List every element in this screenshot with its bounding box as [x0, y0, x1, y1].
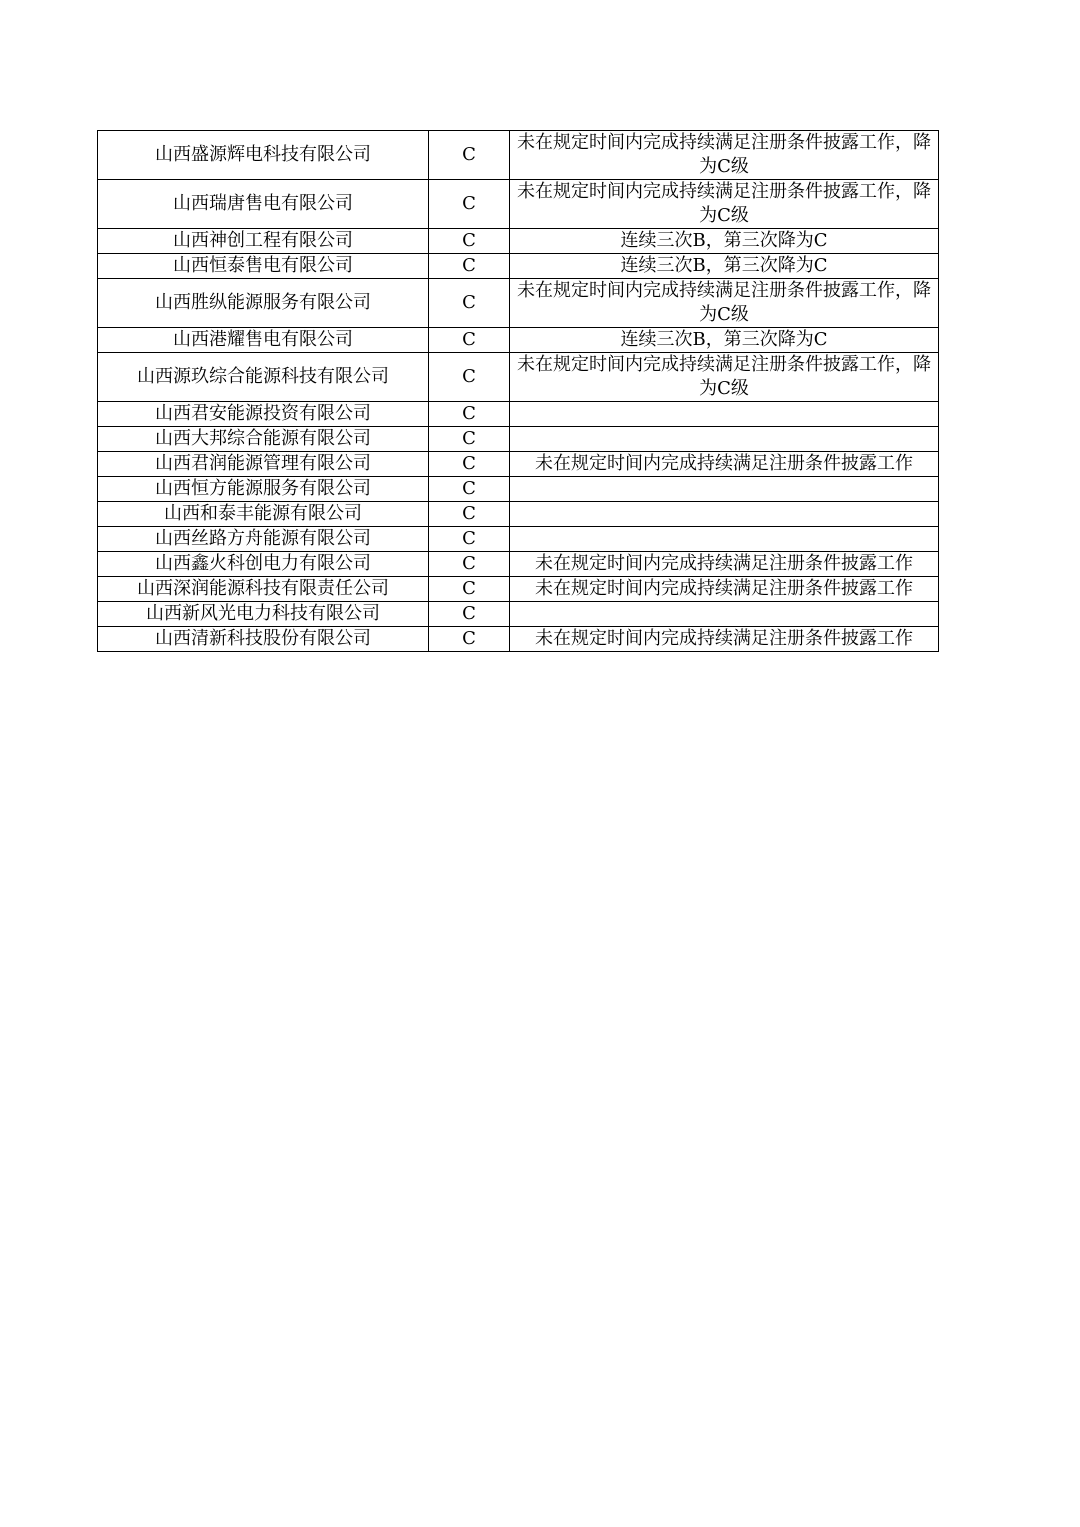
table-row [98, 279, 939, 328]
credit-grade: C [429, 229, 510, 254]
company-name: 山西神创工程有限公司 [98, 229, 429, 254]
downgrade-reason [510, 427, 939, 452]
credit-grade: C [429, 452, 510, 477]
table-row [98, 402, 939, 427]
table-row [98, 427, 939, 452]
downgrade-reason: 未在规定时间内完成持续满足注册条件披露工作，降为C级 [510, 180, 939, 229]
table-row [98, 502, 939, 527]
credit-grade: C [429, 353, 510, 402]
downgrade-reason [510, 402, 939, 427]
table-row [98, 577, 939, 602]
company-name: 山西鑫火科创电力有限公司 [98, 552, 429, 577]
company-name: 山西和泰丰能源有限公司 [98, 502, 429, 527]
credit-grade: C [429, 477, 510, 502]
credit-grade: C [429, 552, 510, 577]
downgrade-reason [510, 502, 939, 527]
table-row [98, 229, 939, 254]
company-name: 山西丝路方舟能源有限公司 [98, 527, 429, 552]
company-name: 山西港耀售电有限公司 [98, 328, 429, 353]
company-name: 山西源玖综合能源科技有限公司 [98, 353, 429, 402]
credit-grade: C [429, 328, 510, 353]
table-row [98, 254, 939, 279]
credit-rating-table [97, 130, 939, 652]
table-row [98, 602, 939, 627]
table-row [98, 180, 939, 229]
credit-grade: C [429, 180, 510, 229]
downgrade-reason: 连续三次B，第三次降为C [510, 328, 939, 353]
company-name: 山西君润能源管理有限公司 [98, 452, 429, 477]
downgrade-reason: 未在规定时间内完成持续满足注册条件披露工作 [510, 552, 939, 577]
company-name: 山西大邦综合能源有限公司 [98, 427, 429, 452]
company-name: 山西瑞唐售电有限公司 [98, 180, 429, 229]
table-row [98, 328, 939, 353]
credit-grade: C [429, 254, 510, 279]
credit-grade: C [429, 627, 510, 652]
downgrade-reason: 连续三次B，第三次降为C [510, 254, 939, 279]
table-row [98, 452, 939, 477]
company-name: 山西新风光电力科技有限公司 [98, 602, 429, 627]
credit-grade: C [429, 427, 510, 452]
downgrade-reason: 未在规定时间内完成持续满足注册条件披露工作 [510, 627, 939, 652]
table-row [98, 353, 939, 402]
company-name: 山西盛源辉电科技有限公司 [98, 131, 429, 180]
downgrade-reason: 未在规定时间内完成持续满足注册条件披露工作，降为C级 [510, 279, 939, 328]
downgrade-reason [510, 602, 939, 627]
credit-grade: C [429, 602, 510, 627]
downgrade-reason: 未在规定时间内完成持续满足注册条件披露工作 [510, 577, 939, 602]
downgrade-reason: 连续三次B，第三次降为C [510, 229, 939, 254]
credit-grade: C [429, 131, 510, 180]
company-name: 山西恒泰售电有限公司 [98, 254, 429, 279]
credit-grade: C [429, 577, 510, 602]
company-name: 山西清新科技股份有限公司 [98, 627, 429, 652]
table-row [98, 131, 939, 180]
downgrade-reason [510, 527, 939, 552]
company-name: 山西恒方能源服务有限公司 [98, 477, 429, 502]
downgrade-reason [510, 477, 939, 502]
downgrade-reason: 未在规定时间内完成持续满足注册条件披露工作，降为C级 [510, 353, 939, 402]
company-name: 山西深润能源科技有限责任公司 [98, 577, 429, 602]
credit-grade: C [429, 279, 510, 328]
credit-grade: C [429, 502, 510, 527]
table-row [98, 627, 939, 652]
company-name: 山西君安能源投资有限公司 [98, 402, 429, 427]
credit-grade: C [429, 402, 510, 427]
downgrade-reason: 未在规定时间内完成持续满足注册条件披露工作，降为C级 [510, 131, 939, 180]
table-row [98, 477, 939, 502]
credit-grade: C [429, 527, 510, 552]
company-name: 山西胜纵能源服务有限公司 [98, 279, 429, 328]
downgrade-reason: 未在规定时间内完成持续满足注册条件披露工作 [510, 452, 939, 477]
table-row [98, 552, 939, 577]
table-row [98, 527, 939, 552]
